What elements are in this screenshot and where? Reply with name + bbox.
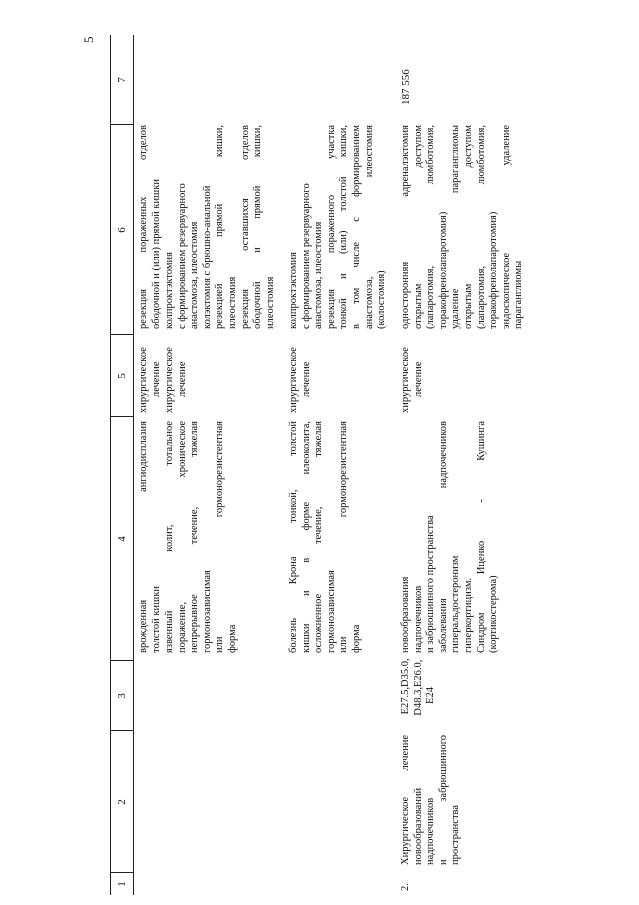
cell-line: хирургическое (400, 347, 411, 413)
cell-line: поражение, хроническое (176, 421, 188, 653)
cell-line: торакофренолапаротомия) (437, 211, 449, 329)
cell-line: резекцией прямой кишки, (214, 125, 226, 329)
cell-line: D35.0, (400, 658, 411, 687)
cell-line: в том числе с формированием (350, 125, 362, 329)
treatment-method-cell (288, 125, 389, 329)
treatment-type-cell (164, 337, 189, 413)
cell-line: или гормонорезистентная (338, 421, 350, 653)
cell-line: или гормонорезистентная (214, 421, 226, 653)
cell-line: E27.5, (400, 687, 411, 715)
cell-line: эндоскопическое удаление (500, 125, 512, 329)
treatment-type-cell (400, 337, 425, 413)
profile-name-cell (400, 735, 463, 865)
treatment-method-cell (400, 125, 526, 329)
cell-line: илеостомия (264, 276, 276, 329)
cell-line: D48.3, (412, 687, 424, 716)
cell-line: с формированием резервуарного (176, 183, 188, 329)
cell-line: односторонняя адреналэктомия (400, 125, 411, 329)
cell-line: параганглиомы (513, 260, 525, 329)
cell-line: форма (350, 624, 362, 653)
disease-model-cell (288, 421, 364, 653)
icd-codes-cell (400, 687, 438, 727)
cell-line: врожденная ангиодисплазия (138, 421, 149, 653)
treatment-type-cell (288, 337, 313, 413)
cell-line: гиперальдостеронизм (450, 555, 462, 653)
disease-model-cell (164, 421, 240, 653)
cell-line: лечение (150, 361, 162, 397)
cell-line: болезнь Крона тонкой, толстой (288, 421, 299, 653)
cell-line: пространства (450, 804, 462, 865)
cell-line: новообразований (412, 787, 424, 865)
cell-line: толстой кишки (150, 586, 162, 653)
cell-line: (лапаротомия, люмботомия, (425, 125, 437, 329)
header-col-2: 2 (116, 799, 128, 805)
cell-line: илеостомия (226, 276, 238, 329)
cell-line: гормонозависимая (325, 570, 337, 653)
cell-line: лечение (300, 361, 312, 397)
cell-line: хирургическое (138, 347, 149, 413)
header-col-7: 7 (116, 77, 128, 83)
cell-line: анастомоза, илеостомия (363, 125, 375, 329)
cell-line: колпроктэктомия (288, 252, 299, 329)
cell-line: с формированием резервуарного (300, 183, 312, 329)
cell-line: надпочечников (425, 797, 437, 865)
cell-line: анастомоза, илеостомия (313, 221, 325, 329)
cell-line: удаление параганглиомы (450, 125, 462, 329)
row-number-cell: 2. (400, 883, 411, 891)
disease-model-cell (400, 421, 501, 653)
cell-line: колпроктэктомия (164, 252, 175, 329)
cell-line: гормонозависимая (201, 570, 213, 653)
cell-line: резекция пораженных отделов (138, 125, 149, 329)
cell-line: открытым доступом (412, 125, 424, 329)
cell-line: (колостомия) (376, 270, 388, 329)
cell-line: ободочной и прямой кишки, (252, 125, 264, 329)
cell-line: хирургическое (164, 347, 175, 413)
icd-codes-cell-b (400, 653, 425, 687)
header-col-4: 4 (116, 536, 128, 542)
cell-line: язвенный колит, тотальное (164, 421, 175, 653)
header-col-6: 6 (116, 227, 128, 233)
cell-line: Хирургическое лечение (400, 735, 411, 865)
table-header-row (110, 35, 134, 895)
cell-line: лечение (412, 361, 424, 397)
cell-line: (лапаротомия, люмботомия, (475, 125, 487, 329)
cell-line: резекция оставшихся отделов (239, 125, 251, 329)
cell-line: E26.0, (412, 659, 424, 687)
cell-line: Синдром Иценко - Кушинга (475, 421, 487, 653)
cell-line: E24 (425, 687, 437, 704)
cell-line: тонкой и (или) толстой кишки, (338, 125, 350, 329)
cost-value: 187 556 (400, 69, 412, 105)
cell-line: (кортикостерома) (488, 575, 500, 653)
cell-line: заболевания надпочечников (437, 421, 449, 653)
treatment-type-cell (138, 337, 163, 413)
treatment-method-cell (164, 125, 277, 329)
cell-line: торакофренолапаротомия) (488, 211, 500, 329)
page-number: 5 (81, 36, 96, 43)
header-col-3: 3 (116, 693, 128, 699)
cell-line: гиперкортицизм. (462, 577, 474, 653)
cell-line: лечение (176, 361, 188, 397)
header-col-1: 1 (116, 881, 128, 887)
cell-line: осложненное течение, тяжелая (313, 421, 325, 653)
cell-line: ободочной и (или) прямой кишки (150, 179, 162, 329)
cell-line: анастомоза, илеостомия (189, 221, 201, 329)
cell-line: надпочечников (412, 585, 424, 653)
cell-line: форма (226, 624, 238, 653)
cell-line: колэктомия с брюшно-анальной (201, 185, 213, 329)
medical-care-table (110, 35, 525, 895)
cell-line: открытым доступом (462, 125, 474, 329)
disease-model-cell (138, 421, 163, 653)
cell-line: непрерывное течение, тяжелая (189, 421, 201, 653)
treatment-method-cell (138, 125, 163, 329)
cell-line: хирургическое (288, 347, 299, 413)
header-col-5: 5 (116, 373, 128, 379)
cell-line: резекция пораженного участка (325, 125, 337, 329)
cell-line: новообразования (400, 576, 411, 653)
cell-line: и забрюшинного (437, 735, 449, 865)
cell-line: и забрюшинного пространства (425, 515, 437, 653)
cell-line: кишки и в форме илеоколита, (300, 421, 312, 653)
